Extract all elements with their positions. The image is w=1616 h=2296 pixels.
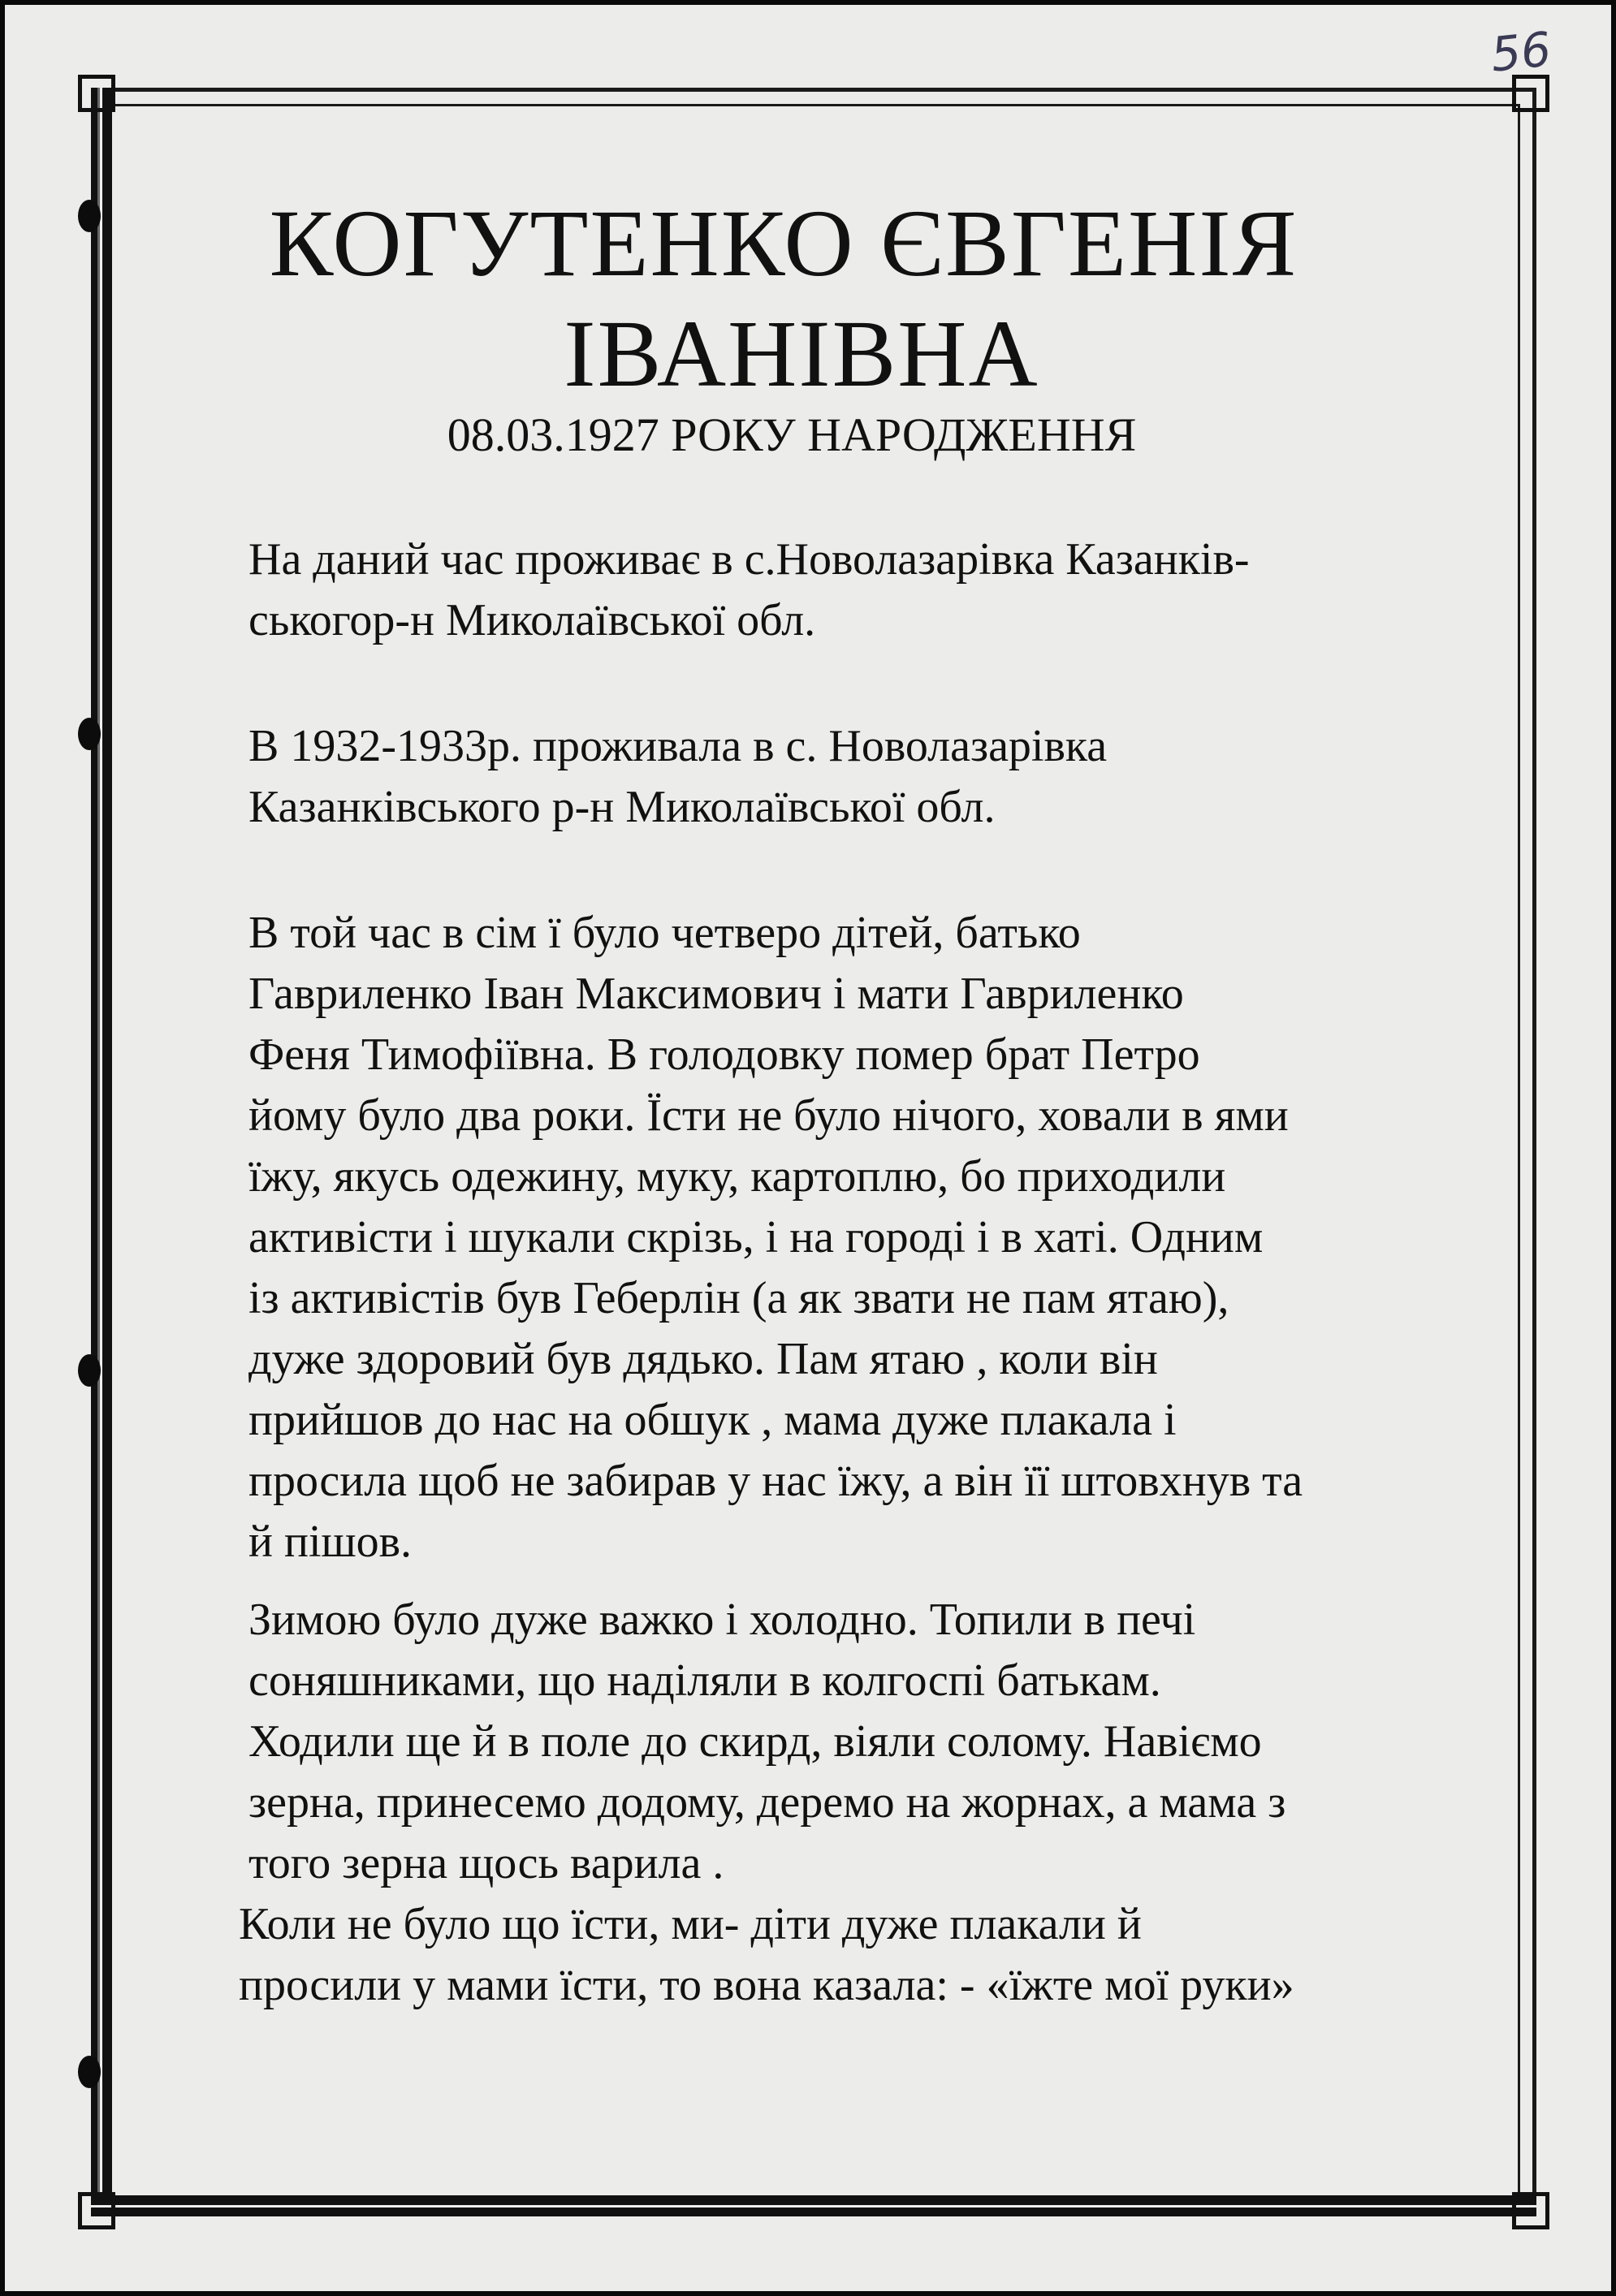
frame-corner-bottom-left	[78, 2192, 115, 2229]
text-line: ськогор-н Миколаївської обл.	[248, 595, 816, 645]
text-line: активісти і шукали скрізь, і на городі і в хаті. Одним	[248, 1212, 1264, 1262]
frame-corner-top-left	[78, 75, 115, 112]
text-line: із активістів був Геберлін (а як звати не пам ятаю),	[248, 1273, 1229, 1323]
paragraph-family-story	[248, 903, 1515, 1573]
punch-hole	[78, 718, 101, 750]
text-line: соняшниками, що наділяли в колгоспі батькам.	[248, 1655, 1161, 1706]
paragraph-winter	[248, 1590, 1515, 1894]
birth-date-subtitle: 08.03.1927 РОКУ НАРОДЖЕННЯ	[447, 408, 1137, 461]
text-line: просили у мами їсти, то вона казала: - «їжте мої руки»	[239, 1960, 1294, 2010]
text-line: Гавриленко Іван Максимович і мати Гавриленко	[248, 969, 1184, 1019]
text-line: На даний час проживає в с.Новолазарівка Казанків-	[248, 534, 1250, 585]
frame-bottom-bar	[91, 2195, 1536, 2216]
punch-hole	[78, 2056, 101, 2088]
text-line: йому було два роки. Їсти не було нічого, ховали в ями	[248, 1090, 1289, 1141]
text-line: дуже здоровий був дядько. Пам ятаю , коли він	[248, 1334, 1158, 1384]
page-number: 56	[1488, 21, 1554, 83]
text-line: Казанківського р-н Миколаївської обл.	[248, 782, 996, 832]
text-line: Ходили ще й в поле до скирд, віяли солому. Навіємо	[248, 1716, 1262, 1767]
text-line: Зимою було дуже важко і холодно. Топили в печі	[248, 1595, 1196, 1645]
paragraph-residence-1932	[248, 716, 1515, 838]
text-line: В 1932-1933р. проживала в с. Новолазарівка	[248, 721, 1108, 771]
text-line: Феня Тимофіївна. В голодовку помер брат Петро	[248, 1029, 1200, 1080]
text-line: В той час в сім ї було четверо дітей, батько	[248, 908, 1081, 958]
text-line: прийшов до нас на обшук , мама дуже плакала і	[248, 1395, 1177, 1445]
paragraph-current-residence	[248, 529, 1515, 651]
title-patronymic: ІВАНІВНА	[564, 300, 1039, 407]
text-line: й пішов.	[248, 1517, 413, 1567]
frame-corner-bottom-right	[1512, 2192, 1549, 2229]
text-line: їжу, якусь одежину, муку, картоплю, бо приходили	[248, 1151, 1226, 1202]
title-surname-name: КОГУТЕНКО ЄВГЕНІЯ	[269, 190, 1298, 296]
punch-hole	[78, 1354, 101, 1387]
frame-corner-top-right	[1512, 75, 1549, 112]
text-line: просила щоб не забирав у нас їжу, а він її штовхнув та	[248, 1456, 1303, 1506]
paragraph-hunger	[239, 1894, 1506, 2016]
text-line: Коли не було що їсти, ми- діти дуже плакали й	[239, 1899, 1142, 1949]
text-line: зерна, принесемо додому, деремо на жорнах, а мама з	[248, 1777, 1286, 1828]
text-line: того зерна щось варила .	[248, 1838, 724, 1888]
